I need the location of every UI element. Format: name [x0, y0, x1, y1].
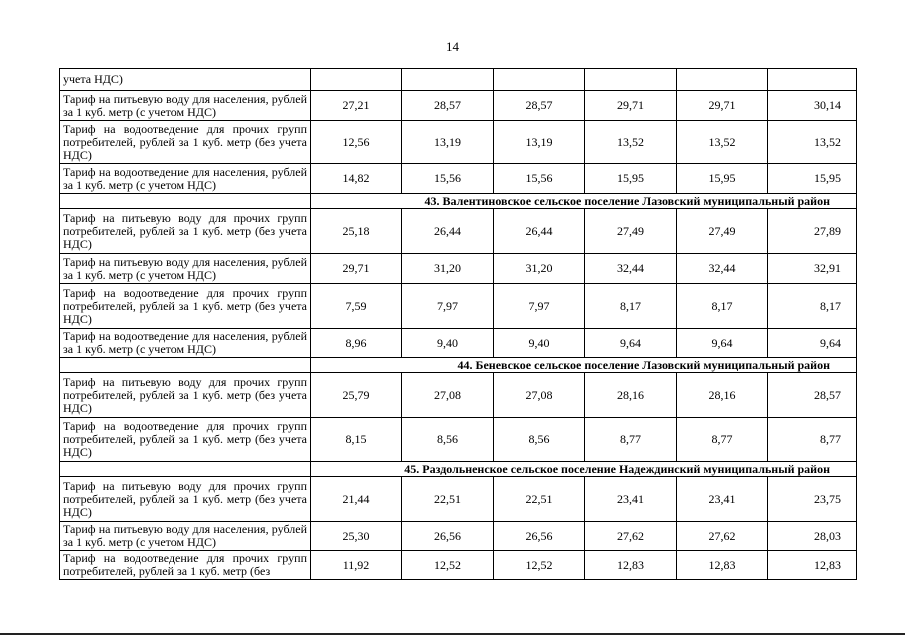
- section-header-row: [60, 358, 857, 373]
- tariff-description: Тариф на водоотведение для населения, рублей за 1 куб. метр (с учетом НДС): [60, 329, 311, 358]
- tariff-value-cell: 27,49: [585, 209, 677, 254]
- tariff-value-cell: 27,08: [494, 373, 585, 418]
- tariff-value-cell: [585, 69, 677, 91]
- tariff-value-cell: 30,14: [768, 91, 857, 121]
- tariff-table-body: [60, 69, 857, 580]
- tariff-value-cell: 29,71: [311, 254, 402, 284]
- tariff-value-cell: [677, 69, 768, 91]
- tariff-value-cell: 32,91: [768, 254, 857, 284]
- tariff-value-cell: 23,75: [768, 477, 857, 522]
- tariff-value-cell: 28,57: [768, 373, 857, 418]
- tariff-value-cell: 13,19: [402, 121, 494, 164]
- tariff-value-cell: 15,95: [585, 164, 677, 194]
- tariff-value-cell: 15,95: [677, 164, 768, 194]
- tariff-description: Тариф на питьевую воду для прочих групп потребителей, рублей за 1 куб. метр (без учета НДС): [60, 477, 311, 522]
- tariff-value-cell: 7,97: [494, 284, 585, 329]
- tariff-description: Тариф на водоотведение для населения, рублей за 1 куб. метр (с учетом НДС): [60, 164, 311, 194]
- table-row: [60, 418, 857, 462]
- section-header-row: [60, 462, 857, 477]
- tariff-value-cell: 27,08: [402, 373, 494, 418]
- tariff-value-cell: 26,44: [402, 209, 494, 254]
- tariff-description: Тариф на водоотведение для прочих групп потребителей, рублей за 1 куб. метр (без учета НДС): [60, 284, 311, 329]
- tariff-value-cell: 8,17: [677, 284, 768, 329]
- tariff-value-cell: 25,30: [311, 522, 402, 551]
- tariff-value-cell: 29,71: [677, 91, 768, 121]
- tariff-value-cell: 28,03: [768, 522, 857, 551]
- tariff-description: Тариф на водоотведение для прочих групп потребителей, рублей за 1 куб. метр (без учета НДС): [60, 121, 311, 164]
- tariff-value-cell: 15,56: [402, 164, 494, 194]
- tariff-value-cell: 23,41: [585, 477, 677, 522]
- section-blank-cell: [60, 462, 311, 477]
- tariff-value-cell: [311, 69, 402, 91]
- table-row: [60, 121, 857, 164]
- section-header-row: [60, 194, 857, 209]
- tariff-value-cell: 8,77: [677, 418, 768, 462]
- tariff-description: Тариф на питьевую воду для прочих групп потребителей, рублей за 1 куб. метр (без учета НДС): [60, 209, 311, 254]
- tariff-value-cell: 8,17: [768, 284, 857, 329]
- tariff-value-cell: 29,71: [585, 91, 677, 121]
- scan-edge-line: [0, 633, 905, 635]
- tariff-value-cell: 22,51: [494, 477, 585, 522]
- table-row: [60, 209, 857, 254]
- section-blank-cell: [60, 194, 311, 209]
- tariff-value-cell: 9,40: [402, 329, 494, 358]
- tariff-value-cell: 13,52: [677, 121, 768, 164]
- tariff-value-cell: 26,56: [402, 522, 494, 551]
- tariff-value-cell: 28,57: [494, 91, 585, 121]
- tariff-value-cell: 9,64: [677, 329, 768, 358]
- section-title: 45. Раздольненское сельское поселение Надеждинский муниципальный район: [311, 462, 857, 477]
- tariff-value-cell: 15,95: [768, 164, 857, 194]
- tariff-description: Тариф на питьевую воду для населения, рублей за 1 куб. метр (с учетом НДС): [60, 254, 311, 284]
- tariff-value-cell: 27,89: [768, 209, 857, 254]
- tariff-value-cell: 7,97: [402, 284, 494, 329]
- tariff-value-cell: 13,19: [494, 121, 585, 164]
- tariff-description: Тариф на питьевую воду для населения, рублей за 1 куб. метр (с учетом НДС): [60, 522, 311, 551]
- tariff-value-cell: 23,41: [677, 477, 768, 522]
- section-title: 43. Валентиновское сельское поселение Лазовский муниципальный район: [311, 194, 857, 209]
- tariff-value-cell: 27,21: [311, 91, 402, 121]
- tariff-value-cell: [402, 69, 494, 91]
- tariff-value-cell: 8,56: [494, 418, 585, 462]
- tariff-value-cell: 32,44: [677, 254, 768, 284]
- tariff-value-cell: 7,59: [311, 284, 402, 329]
- tariff-value-cell: 25,18: [311, 209, 402, 254]
- tariff-value-cell: 8,56: [402, 418, 494, 462]
- tariff-description: Тариф на питьевую воду для прочих групп потребителей, рублей за 1 куб. метр (без учета НДС): [60, 373, 311, 418]
- tariff-value-cell: 12,52: [402, 551, 494, 580]
- table-row: [60, 284, 857, 329]
- tariff-value-cell: 8,15: [311, 418, 402, 462]
- tariff-value-cell: 27,49: [677, 209, 768, 254]
- tariff-value-cell: 8,77: [585, 418, 677, 462]
- table-row: [60, 477, 857, 522]
- tariff-value-cell: 12,52: [494, 551, 585, 580]
- tariff-description: Тариф на водоотведение для прочих групп потребителей, рублей за 1 куб. метр (без учета НДС): [60, 418, 311, 462]
- section-blank-cell: [60, 358, 311, 373]
- tariff-value-cell: 26,44: [494, 209, 585, 254]
- tariff-value-cell: 28,16: [677, 373, 768, 418]
- tariff-value-cell: 11,92: [311, 551, 402, 580]
- tariff-value-cell: 14,82: [311, 164, 402, 194]
- tariff-value-cell: [494, 69, 585, 91]
- tariff-value-cell: 12,83: [677, 551, 768, 580]
- tariff-value-cell: 31,20: [494, 254, 585, 284]
- tariff-value-cell: 25,79: [311, 373, 402, 418]
- tariff-value-cell: 12,56: [311, 121, 402, 164]
- tariff-value-cell: 8,17: [585, 284, 677, 329]
- tariff-value-cell: 13,52: [585, 121, 677, 164]
- tariff-value-cell: [768, 69, 857, 91]
- tariff-value-cell: 12,83: [585, 551, 677, 580]
- table-row: [60, 91, 857, 121]
- tariff-value-cell: 12,83: [768, 551, 857, 580]
- tariff-description: Тариф на питьевую воду для населения, рублей за 1 куб. метр (с учетом НДС): [60, 91, 311, 121]
- tariff-value-cell: 8,77: [768, 418, 857, 462]
- tariff-value-cell: 22,51: [402, 477, 494, 522]
- tariff-value-cell: 8,96: [311, 329, 402, 358]
- tariff-value-cell: 9,64: [585, 329, 677, 358]
- tariff-value-cell: 21,44: [311, 477, 402, 522]
- tariff-description: Тариф на водоотведение для прочих групп потребителей, рублей за 1 куб. метр (без: [60, 551, 311, 580]
- page-number: 14: [446, 39, 459, 54]
- tariff-value-cell: 27,62: [585, 522, 677, 551]
- tariff-value-cell: 9,40: [494, 329, 585, 358]
- tariff-value-cell: 13,52: [768, 121, 857, 164]
- tariff-description: учета НДС): [60, 69, 311, 91]
- table-row: [60, 254, 857, 284]
- tariff-value-cell: 26,56: [494, 522, 585, 551]
- tariff-value-cell: 28,16: [585, 373, 677, 418]
- table-row: [60, 522, 857, 551]
- tariff-value-cell: 27,62: [677, 522, 768, 551]
- tariff-table: [59, 68, 857, 580]
- tariff-value-cell: 15,56: [494, 164, 585, 194]
- tariff-value-cell: 28,57: [402, 91, 494, 121]
- table-row: [60, 329, 857, 358]
- table-row: [60, 164, 857, 194]
- table-row: [60, 551, 857, 580]
- table-row: [60, 69, 857, 91]
- table-row: [60, 373, 857, 418]
- tariff-value-cell: 31,20: [402, 254, 494, 284]
- tariff-value-cell: 9,64: [768, 329, 857, 358]
- section-title: 44. Беневское сельское поселение Лазовский муниципальный район: [311, 358, 857, 373]
- tariff-value-cell: 32,44: [585, 254, 677, 284]
